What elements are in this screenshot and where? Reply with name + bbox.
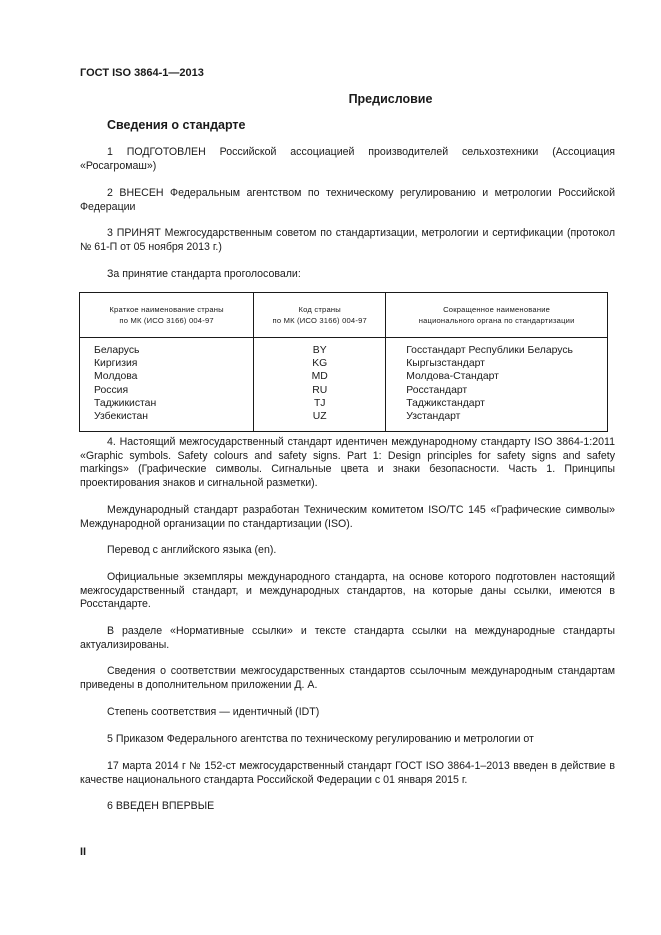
standards-body: Кыргызстандарт bbox=[406, 358, 485, 370]
country-names-cell bbox=[80, 338, 254, 432]
voting-countries-table bbox=[79, 292, 608, 432]
country-codes-cell bbox=[254, 338, 386, 432]
table-header-row bbox=[80, 293, 608, 338]
header-country-code-line2: по МК (ИСО 3166) 004-97 bbox=[272, 316, 367, 325]
standards-body: Госстандарт Республики Беларусь bbox=[406, 345, 573, 356]
paragraph-official-copies: Официальные экземпляры международного стандарта, на основе которого подготовлен настоящий межгосударственный стандарт, и международных стандартов, на которые даны ссылки, имеются в Росстандарте. bbox=[80, 571, 615, 611]
country-code: UZ bbox=[312, 411, 327, 423]
country-code: MD bbox=[311, 371, 328, 383]
document-code: ГОСТ ISO 3864-1—2013 bbox=[80, 67, 204, 79]
header-standards-body-line1: Сокращенное наименование bbox=[443, 305, 551, 314]
paragraph-order: 5 Приказом Федерального агентства по техническому регулированию и метрологии от bbox=[107, 733, 534, 745]
standards-body: Узстандарт bbox=[406, 411, 461, 423]
paragraph-voted-intro: За принятие стандарта проголосовали: bbox=[107, 268, 301, 280]
country-code: TJ bbox=[313, 397, 326, 409]
paragraph-first-introduced: 6 ВВЕДЕН ВПЕРВЫЕ bbox=[107, 800, 215, 812]
paragraph-introduced-by: 2 ВНЕСЕН Федеральным агентством по техническому регулированию и метрологии Российской Федерации bbox=[80, 187, 615, 213]
paragraph-identical-standard: 4. Настоящий межгосударственный стандарт идентичен международному стандарту ISO 3864-1:2011 «Graphic symbols. Safety colours and safety signs. Part 1: Design principles for safety signs and safety markings» (Графические символы. Сигнальные цвета и знаки безопасности. Часть 1. Принципы проектирования знаков и сигнальной разметки). bbox=[80, 436, 615, 489]
header-country-name-line1: Краткое наименование страны bbox=[109, 305, 224, 314]
country-name: Россия bbox=[94, 384, 129, 396]
standards-body: Молдова-Стандарт bbox=[406, 371, 499, 383]
paragraph-correspondence: Сведения о соответствии межгосударственных стандартов ссылочным международным стандартам приведены в дополнительном приложении Д. А. bbox=[80, 665, 615, 691]
paragraph-prepared-by: 1 ПОДГОТОВЛЕН Российской ассоциацией производителей сельхозтехники (Ассоциация «Росагромаш») bbox=[80, 146, 615, 172]
header-country-name bbox=[80, 293, 254, 338]
paragraph-normative-references: В разделе «Нормативные ссылки» и тексте стандарта ссылки на международные стандарты актуализированы. bbox=[80, 625, 615, 651]
country-code: KG bbox=[312, 358, 328, 370]
paragraph-developed-by: Международный стандарт разработан Техническим комитетом ISO/TC 145 «Графические символы» Международной организации по стандартизации (ISO). bbox=[80, 504, 615, 530]
paragraph-degree-of-conformity: Степень соответствия — идентичный (IDT) bbox=[107, 706, 320, 718]
standards-bodies-cell bbox=[386, 338, 608, 432]
standards-body: Таджикстандарт bbox=[406, 397, 485, 409]
section-title: Сведения о стандарте bbox=[107, 118, 246, 132]
country-name: Таджикистан bbox=[94, 397, 157, 409]
country-name: Молдова bbox=[94, 371, 138, 383]
header-standards-body-line2: национального органа по стандартизации bbox=[418, 316, 575, 325]
standards-body: Росстандарт bbox=[406, 384, 468, 396]
table-row bbox=[80, 338, 608, 432]
paragraph-effective-date: 17 марта 2014 г № 152-ст межгосударственный стандарт ГОСТ ISO 3864-1–2013 введен в действие в качестве национального стандарта Российской Федерации с 01 января 2015 г. bbox=[80, 760, 615, 786]
header-country-code-line1: Код страны bbox=[298, 305, 341, 314]
header-standards-body bbox=[386, 293, 608, 338]
foreword-title: Предисловие bbox=[348, 92, 433, 106]
paragraph-translation: Перевод с английского языка (en). bbox=[107, 544, 277, 556]
header-country-name-line2: по МК (ИСО 3166) 004-97 bbox=[119, 316, 214, 325]
page-number: II bbox=[80, 846, 87, 858]
country-name: Узбекистан bbox=[94, 411, 148, 423]
country-code: BY bbox=[312, 345, 327, 356]
country-code: RU bbox=[312, 384, 328, 396]
country-name: Беларусь bbox=[94, 345, 140, 356]
paragraph-adopted-by: 3 ПРИНЯТ Межгосударственным советом по стандартизации, метрологии и сертификации (протокол № 61-П от 05 ноября 2013 г.) bbox=[80, 227, 615, 253]
country-name: Киргизия bbox=[94, 358, 138, 370]
header-country-code bbox=[254, 293, 386, 338]
